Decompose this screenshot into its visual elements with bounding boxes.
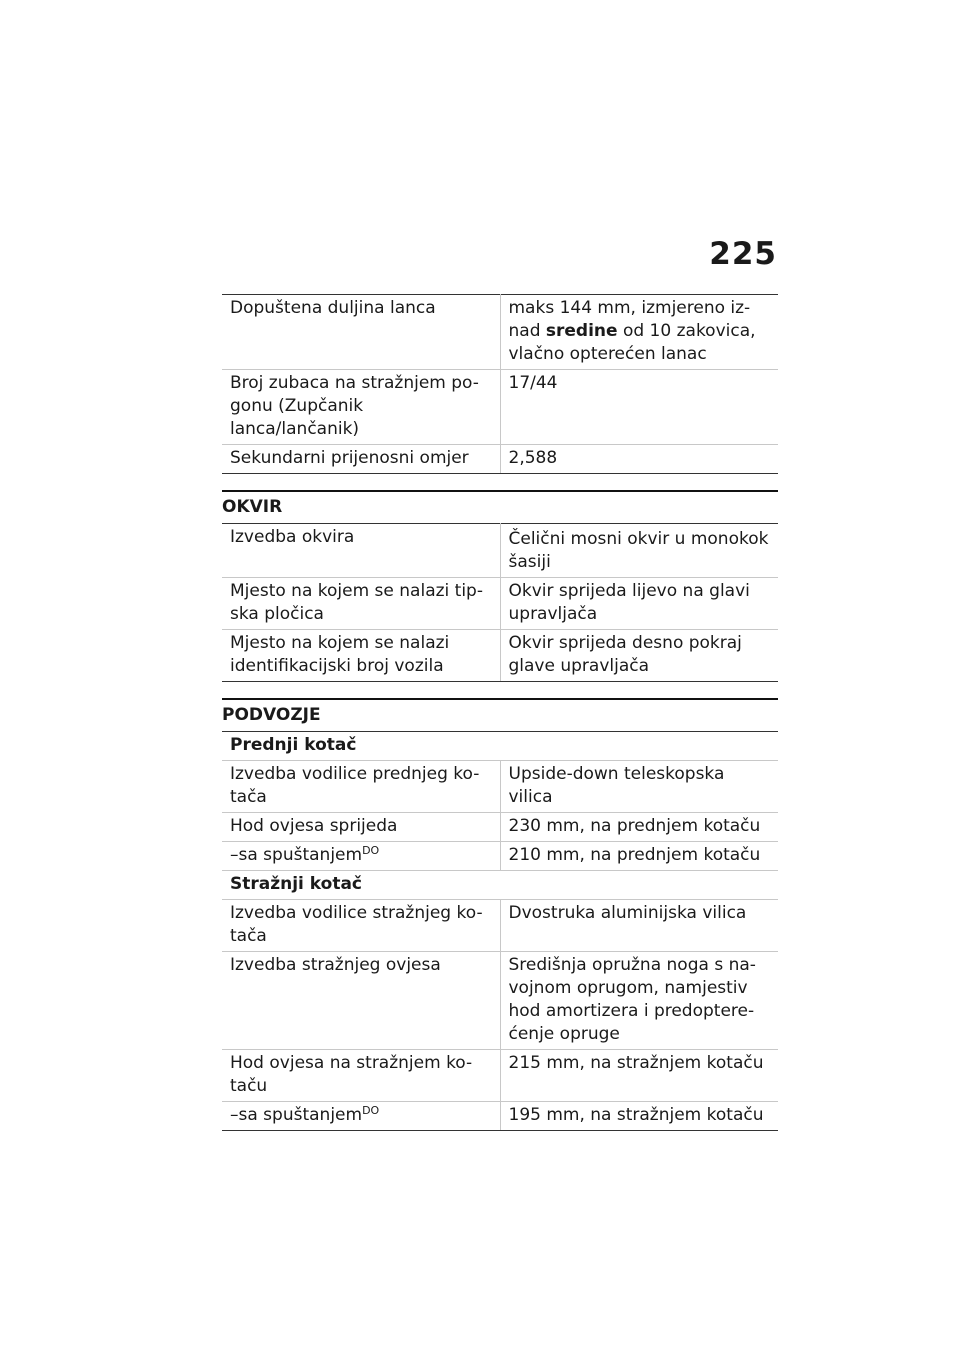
spec-content bbox=[222, 294, 778, 1131]
spec-value: 195 mm, na stražnjem kotaču bbox=[500, 1102, 778, 1131]
subsection-title-rear-wheel bbox=[222, 871, 778, 900]
spec-value: 210 mm, na prednjem kotaču bbox=[500, 842, 778, 871]
table-row bbox=[222, 1050, 778, 1102]
spec-value: 230 mm, na prednjem kotaču bbox=[500, 813, 778, 842]
table-row bbox=[222, 445, 778, 474]
spec-label: Izvedba vodilice stražnjeg ko-tača bbox=[222, 900, 500, 952]
spec-label: Sekundarni prijenosni omjer bbox=[222, 445, 500, 474]
subsection-title: Prednji kotač bbox=[222, 732, 778, 761]
table-row bbox=[222, 630, 778, 682]
spec-label: Izvedba okvira bbox=[222, 524, 500, 578]
section-title-okvir: OKVIR bbox=[222, 490, 778, 523]
spec-label: Izvedba vodilice prednjeg ko-tača bbox=[222, 761, 500, 813]
subsection-title-front-wheel bbox=[222, 732, 778, 761]
table-row bbox=[222, 370, 778, 445]
table-row bbox=[222, 578, 778, 630]
spec-label bbox=[222, 1102, 500, 1131]
table-row bbox=[222, 952, 778, 1050]
spec-label: Mjesto na kojem se nalazi tip-ska pločica bbox=[222, 578, 500, 630]
spec-value bbox=[500, 295, 778, 370]
spec-value: Dvostruka aluminijska vilica bbox=[500, 900, 778, 952]
table-row bbox=[222, 524, 778, 578]
spec-label: Hod ovjesa sprijeda bbox=[222, 813, 500, 842]
table-row bbox=[222, 761, 778, 813]
spec-value: Okvir sprijeda desno pokraj glave upravljača bbox=[500, 630, 778, 682]
spec-value-text: maks 144 mm, izmjereno iz-nad bbox=[508, 298, 751, 341]
table-row bbox=[222, 295, 778, 370]
subsection-title: Stražnji kotač bbox=[222, 871, 778, 900]
table-row bbox=[222, 1102, 778, 1131]
podvozje-spec-table bbox=[222, 731, 778, 1131]
spec-value: 215 mm, na stražnjem kotaču bbox=[500, 1050, 778, 1102]
table-row bbox=[222, 900, 778, 952]
spec-value: Središnja opružna noga s na-vojnom oprugom, namjestiv hod amortizera i predoptere-ćenje opruge bbox=[500, 952, 778, 1050]
spec-label bbox=[222, 842, 500, 871]
spec-label: Mjesto na kojem se nalazi identifikacijski broj vozila bbox=[222, 630, 500, 682]
spec-value: Čelični mosni okvir u monokok šasiji bbox=[500, 524, 778, 578]
spec-label-text: –sa spuštanjem bbox=[230, 1105, 363, 1125]
okvir-spec-table bbox=[222, 523, 778, 682]
page-number: 225 bbox=[709, 236, 777, 272]
spec-label: Broj zubaca na stražnjem po-gonu (Zupčanik lanca/lančanik) bbox=[222, 370, 500, 445]
chain-spec-table bbox=[222, 294, 778, 474]
footnote-marker: DO bbox=[362, 844, 380, 857]
spec-label: Hod ovjesa na stražnjem ko-taču bbox=[222, 1050, 500, 1102]
spec-label: Izvedba stražnjeg ovjesa bbox=[222, 952, 500, 1050]
table-row bbox=[222, 813, 778, 842]
spec-label: Dopuštena duljina lanca bbox=[222, 295, 500, 370]
spec-label-text: –sa spuštanjem bbox=[230, 845, 363, 865]
spec-value: Upside-down teleskopska vilica bbox=[500, 761, 778, 813]
footnote-marker: DO bbox=[362, 1104, 380, 1117]
spec-value: 17/44 bbox=[500, 370, 778, 445]
section-title-podvozje: PODVOZJE bbox=[222, 698, 778, 731]
table-row bbox=[222, 842, 778, 871]
spec-value: 2,588 bbox=[500, 445, 778, 474]
spec-value: Okvir sprijeda lijevo na glavi upravljača bbox=[500, 578, 778, 630]
spec-value-text: od 10 zakovica, vlačno opterećen lanac bbox=[508, 321, 756, 364]
spec-value-emphasis: sredine bbox=[545, 321, 618, 341]
